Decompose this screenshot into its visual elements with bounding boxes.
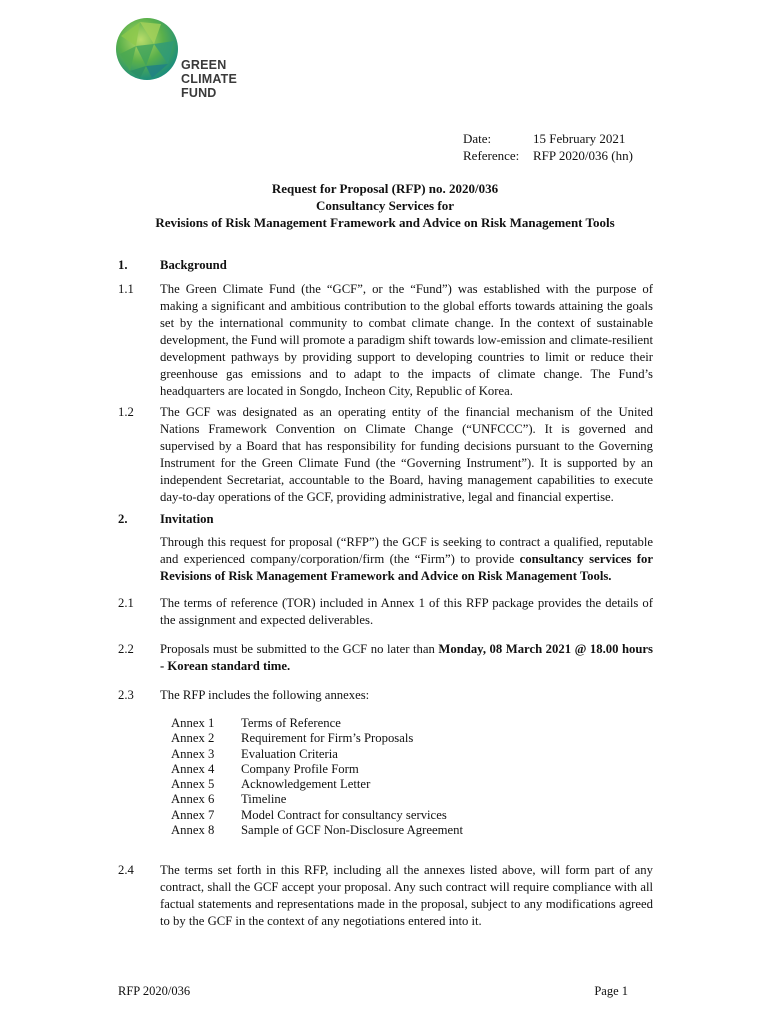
- paragraph-1-1: 1.1 The Green Climate Fund (the “GCF”, or the “Fund”) was established with the purpose of making a significant and ambitious contribution to the global efforts towards attaining the goals set by the international community to combat climate change. In the context of sustainable development, the Fund will promote a paradigm shift towards low-emission and climate-resilient development pathways by providing support to developing countries to limit or reduce their greenhouse gas emissions and to adapt to the impacts of climate change. The Fund’s headquarters are located in Songdo, Incheon City, Republic of Korea.: [118, 282, 653, 398]
- logo-wordmark: GREEN CLIMATE FUND: [181, 58, 238, 100]
- footer-reference: RFP 2020/036: [118, 984, 191, 998]
- reference-value: RFP 2020/036 (hn): [533, 148, 633, 163]
- document-title: Request for Proposal (RFP) no. 2020/036 Consultancy Services for Revisions of Risk Management Framework and Advice on Risk Management Tools: [155, 181, 615, 230]
- paragraph-2-2: 2.2 Proposals must be submitted to the GCF no later than Monday, 08 March 2021 @ 18.00 hours - Korean standard time.: [118, 642, 653, 673]
- list-item: Annex 2 Requirement for Firm’s Proposals: [171, 731, 414, 746]
- globe-icon: [116, 16, 178, 106]
- list-item: Annex 3 Evaluation Criteria: [171, 746, 338, 761]
- paragraph-2-4: 2.4 The terms set forth in this RFP, including all the annexes listed above, will form part of any contract, shall the GCF accept your proposal. Any such contract will require compliance with all factual statements and representations made in the proposal, subject to any modifications agreed to by the GCF in the context of any negotiations entered into it.: [118, 863, 653, 928]
- list-item: Annex 1 Terms of Reference: [171, 716, 341, 730]
- paragraph-2-intro: Through this request for proposal (“RFP”) the GCF is seeking to contract a qualified, reputable and experienced company/corporation/firm (the “Firm”) to provide consultancy services for Revisions of Risk Management Framework and Advice on Risk Management Tools.: [160, 535, 653, 583]
- section-1-heading: 1. Background: [118, 258, 227, 272]
- section-2-heading: 2. Invitation: [118, 512, 214, 526]
- page-number: Page 1: [594, 984, 628, 998]
- gcf-logo: [116, 16, 256, 106]
- list-item: Annex 4 Company Profile Form: [171, 761, 359, 776]
- reference-label: Reference:: [463, 148, 520, 163]
- list-item: Annex 5 Acknowledgement Letter: [171, 777, 371, 792]
- list-item: Annex 6 Timeline: [171, 792, 287, 807]
- date-label: Date:: [463, 131, 492, 146]
- paragraph-2-1: 2.1 The terms of reference (TOR) included in Annex 1 of this RFP package provides the details of the assignment and expected deliverables.: [118, 596, 653, 627]
- paragraph-2-3: 2.3 The RFP includes the following annexes:: [118, 688, 370, 702]
- list-item: Annex 8 Sample of GCF Non-Disclosure Agreement: [171, 823, 463, 838]
- list-item: Annex 7 Model Contract for consultancy services: [171, 807, 447, 822]
- annex-list: [171, 716, 463, 838]
- paragraph-1-2: 1.2 The GCF was designated as an operating entity of the financial mechanism of the United Nations Framework Convention on Climate Change (“UNFCCC”). It is governed and supervised by a Board that has responsibility for funding decisions pursuant to the Governing Instrument for the Green Climate Fund (the “Governing Instrument”). It is supported by an independent Secretariat, accountable to the Board, having management capabilities to execute day-to-day operations of the GCF, providing administrative, legal and financial expertise.: [118, 405, 653, 504]
- date-value: 15 February 2021: [533, 131, 626, 146]
- document-meta: [463, 130, 633, 164]
